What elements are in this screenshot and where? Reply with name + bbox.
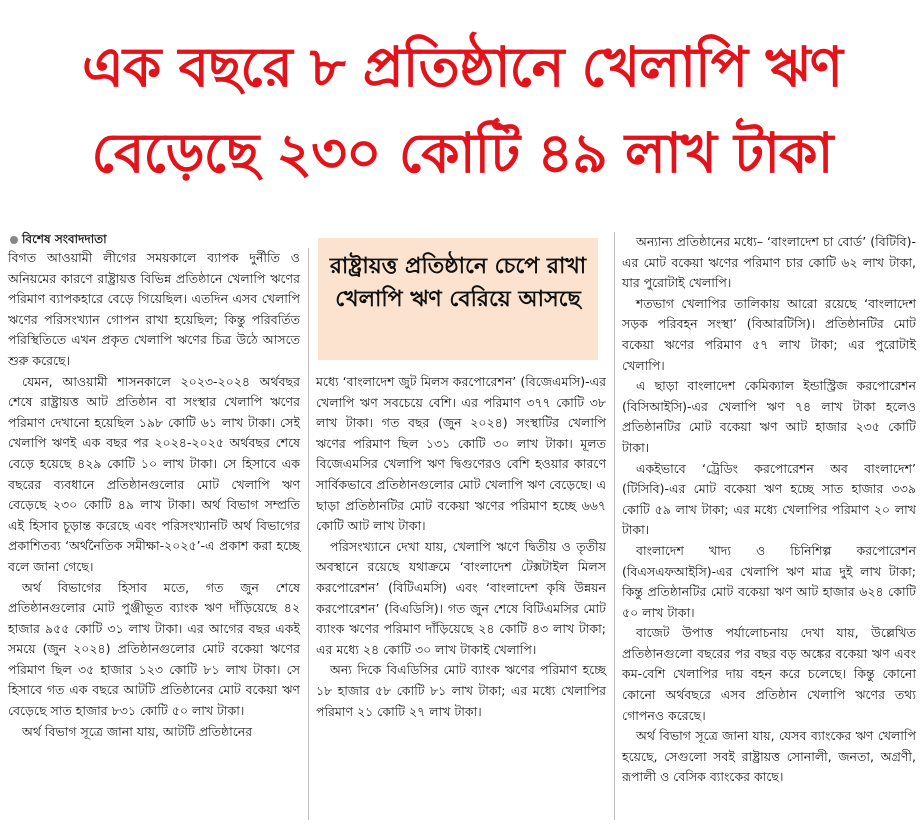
- paragraph: একইভাবে ‘ট্রেডিং করপোরেশন অব বাংলাদেশ’ (টিসিবি)-এর মোট বকেয়া ঋণ হচ্ছে সাত হাজার ৩৩৯ কোটি ৫৯ লাখ টাকা; এর মধ্যে খেলাপির পরিমাণ ২০ লাখ টাকা।: [622, 460, 916, 538]
- paragraph: বাংলাদেশ খাদ্য ও চিনিশিল্প করপোরেশন (বিএসএফআইসি)-এর খেলাপি ঋণ মাত্র দুই লাখ টাকা; কিন্তু প্রতিষ্ঠানটির মোট বকেয়া ঋণ আট হাজার ৬২৪ কোটি ৫০ লাখ টাকা।: [622, 542, 916, 620]
- headline-line-1: এক বছরে ৮ প্রতিষ্ঠানে খেলাপি ঋণ: [82, 35, 842, 99]
- pull-quote-box: [318, 238, 598, 360]
- paragraph: অর্থ বিভাগ সূত্রে জানা যায়, যেসব ব্যাংকের ঋণ খেলাপি হয়েছে, সেগুলো সবই রাষ্ট্রায়ত্ত সোনালী, জনতা, অগ্রণী, রূপালী ও বেসিক ব্যাংকের কাছে।: [622, 728, 916, 785]
- column-divider: [614, 232, 615, 820]
- paragraph: মধ্যে ‘বাংলাদেশ জুট মিলস করপোরেশন’ (বিজেএমসি)-এর খেলাপি ঋণ সবচেয়ে বেশি। এর পরিমাণ ৩৭৭ কোটি ৩৮ লাখ টাকা। গত বছর (জুন ২০২৪) সংস্থাটির খেলাপি ঋণের পরিমাণ ছিল ১৩১ কোটি ৩০ লাখ টাকা। মূলত বিজেএমসির খেলাপি ঋণ দ্বিগুণেরও বেশি হওয়ার কারণে সার্বিকভাবে প্রতিষ্ঠানগুলোর মোট খেলাপি ঋণ বেড়েছে। এ ছাড়া প্রতিষ্ঠানটির মোট বকেয়া ঋণের পরিমাণ হচ্ছে ৬৬৭ কোটি আট লাখ টাকা।: [316, 374, 606, 534]
- headline-line-2: বেড়েছে ২৩০ কোটি ৪৯ লাখ টাকা: [91, 121, 833, 185]
- paragraph: বাজেট উপাত্ত পর্যালোচনায় দেখা যায়, উল্লেখিত প্রতিষ্ঠানগুলো বছরের পর বছর বড় অঙ্কের বকেয়া ঋণ এবং কম-বেশি খেলাপির দায় বহন করে চলেছে। কিন্তু কোনো কোনো অর্থবছরে এসব প্রতিষ্ঠান খেলাপি ঋণের তথ্য গোপনও করেছে।: [622, 625, 916, 723]
- bullet-dot-icon: [10, 236, 18, 244]
- paragraph: অন্য দিকে বিএডিসির মোট ব্যাংক ঋণের পরিমাণ হচ্ছে ১৮ হাজার ৫৮ কোটি ৮১ লাখ টাকা; এর মধ্যে খেলাপির পরিমাণ ২১ কোটি ২৭ লাখ টাকা।: [316, 662, 606, 719]
- article-column-1: [8, 248, 300, 742]
- paragraph: এ ছাড়া বাংলাদেশ কেমিক্যাল ইন্ডাস্ট্রিজ করপোরেশন (বিসিআইসি)-এর খেলাপি ঋণ ৭৪ লাখ টাকা হলেও প্রতিষ্ঠানটির মোট বকেয়া ঋণ আট হাজার ২৩৫ কোটি টাকা।: [622, 378, 916, 455]
- article-column-2: [316, 372, 606, 722]
- paragraph: অর্থ বিভাগের হিসাব মতে, গত জুন শেষে প্রতিষ্ঠানগুলোর মোট পুঞ্জীভূত ব্যাংক ঋণ দাঁড়িয়েছে ৪২ হাজার ৯৫৫ কোটি ৩১ লাখ টাকা। এর আগের বছর একই সময়ে (জুন ২০২৪) প্রতিষ্ঠানগুলোর মোট বকেয়া ঋণের পরিমাণ ছিল ৩৫ হাজার ১২৩ কোটি ৮১ লাখ টাকা। সে হিসাবে গত এক বছরে আটটি প্রতিষ্ঠানের মোট বকেয়া ঋণ বেড়েছে সাত হাজার ৮৩১ কোটি ৫০ লাখ টাকা।: [8, 579, 300, 719]
- paragraph: পরিসংখ্যানে দেখা যায়, খেলাপি ঋণে দ্বিতীয় ও তৃতীয় অবস্থানে রয়েছে যথাক্রমে ‘বাংলাদেশ টেক্সটাইল মিলস করপোরেশন’ (বিটিএমসি) এবং ‘বাংলাদেশ কৃষি উন্নয়ন করপোরেশন’ (বিএডিসি)। গত জুন শেষে বিটিএমসির মোট ব্যাংক ঋণের পরিমাণ দাঁড়িয়েছে ২৪ কোটি ৪৩ লাখ টাকা; এর মধ্যে ২৪ কোটি ৩০ লাখ টাকাই খেলাপি।: [316, 538, 606, 657]
- column-divider: [308, 248, 309, 820]
- article-column-3: [622, 232, 916, 788]
- paragraph: অন্যান্য প্রতিষ্ঠানের মধ্যে– ‘বাংলাদেশ চা বোর্ড’ (বিটিবি)-এর মোট বকেয়া ঋণের পরিমাণ চার কোটি ৬২ লাখ টাকা, যার পুরোটাই খেলাপি।: [622, 234, 916, 291]
- paragraph: বিগত আওয়ামী লীগের সময়কালে ব্যাপক দুর্নীতি ও অনিয়মের কারণে রাষ্ট্রায়ত্ত বিভিন্ন প্রতিষ্ঠানে খেলাপি ঋণের পরিমাণ ব্যাপকহারে বেড়ে গিয়েছিল। এতদিন এসব খেলাপি ঋণের পরিসংখ্যান গোপন রাখা হয়েছিল; কিন্তু পরিবর্তিত পরিস্থিতিতে এখন প্রকৃত খেলাপি ঋণের চিত্র উঠে আসতে শুরু করেছে।: [8, 250, 300, 368]
- paragraph: শতভাগ খেলাপির তালিকায় আরো রয়েছে ‘বাংলাদেশ সড়ক পরিবহন সংস্থা’ (বিআরটিসি)। প্রতিষ্ঠানটির মোট বকেয়া ঋণের পরিমাণ ৫৭ লাখ টাকা; এর পুরোটাই খেলাপি।: [622, 295, 916, 373]
- paragraph: অর্থ বিভাগ সূত্রে জানা যায়, আটটি প্রতিষ্ঠানের: [22, 723, 253, 739]
- pull-quote-text: রাষ্ট্রায়ত্ত প্রতিষ্ঠানে চেপে রাখা খেলাপি ঋণ বেরিয়ে আসছে: [329, 254, 587, 312]
- paragraph: যেমন, আওয়ামী শাসনকালে ২০২৩-২০২৪ অর্থবছর শেষে রাষ্ট্রায়ত্ত আট প্রতিষ্ঠান বা সংস্থার খেলাপি ঋণের পরিমাণ দেখানো হয়েছিল ১৯৮ কোটি ৬১ লাখ টাকা। সেই খেলাপি ঋণই এক বছর পর ২০২৪-২০২৫ অর্থবছর শেষে বেড়ে হয়েছে ৪২৯ কোটি ১০ লাখ টাকা। সে হিসাবে এক বছরের ব্যবধানে প্রতিষ্ঠানগুলোর মোট খেলাপি ঋণ বেড়েছে ২৩০ কোটি ৪৯ লাখ টাকা। অর্থ বিভাগ সম্প্রতি এই হিসাব চূড়ান্ত করেছে এবং পরিসংখ্যানটি অর্থ বিভাগের প্রকাশিতব্য ‘অর্থনৈতিক সমীক্ষা-২০২৫’-এ প্রকাশ করা হচ্ছে বলে জানা গেছে।: [8, 373, 300, 574]
- byline-text: বিশেষ সংবাদদাতা: [22, 232, 107, 246]
